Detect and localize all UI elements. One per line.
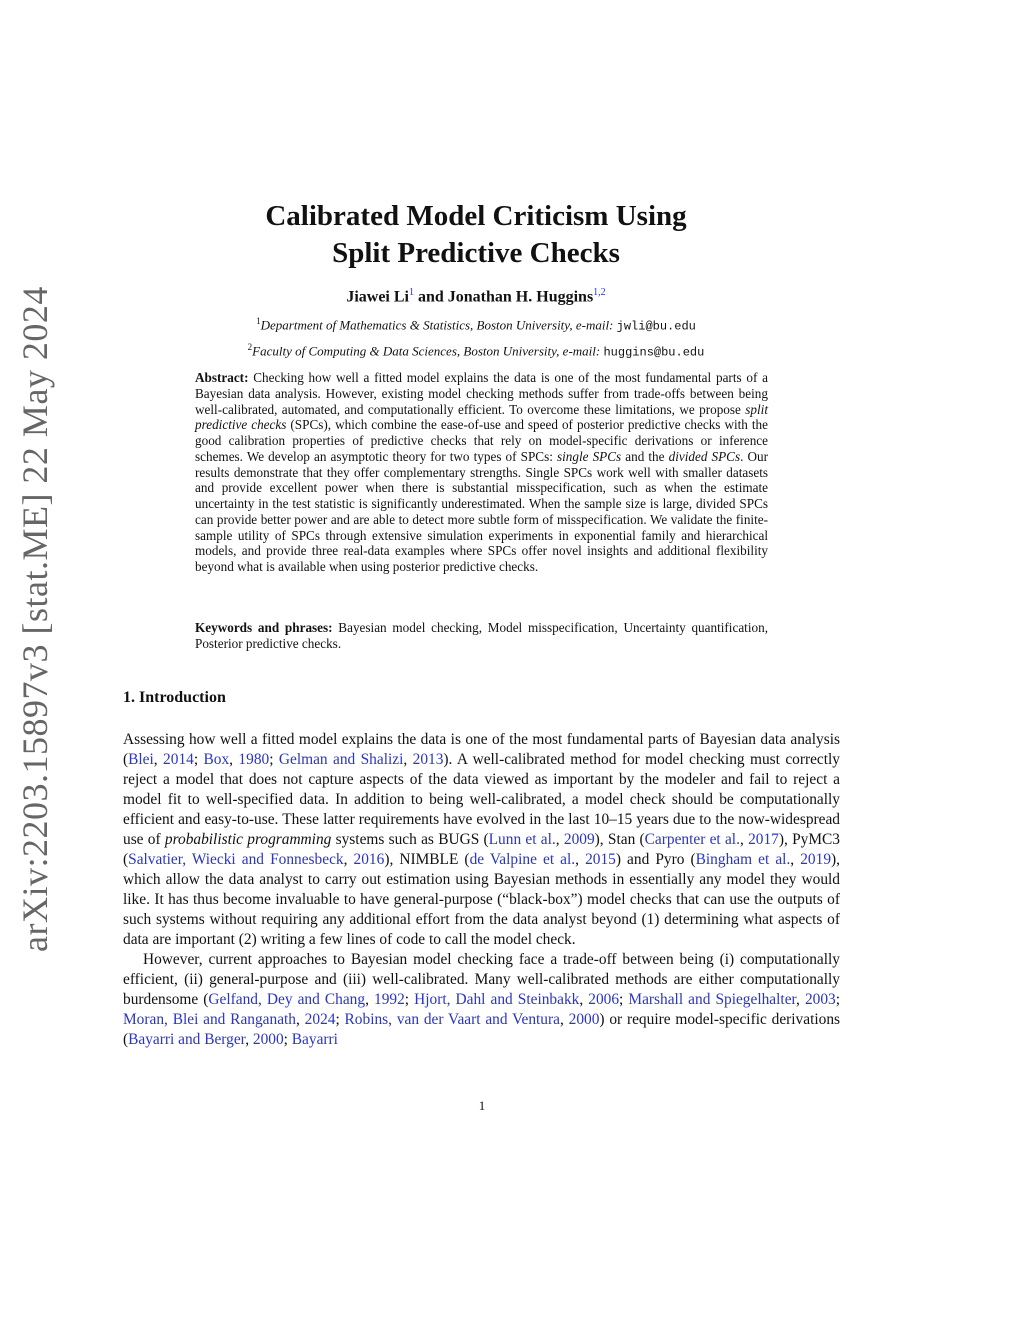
section-heading: 1. Introduction	[123, 689, 226, 706]
emphasis: probabilistic programming	[164, 831, 332, 848]
citation-link[interactable]: 2009	[563, 831, 595, 848]
text: Assessing how well a fitted model explains the data is one of the most fundamental parts of Bayesian data analysis (	[123, 731, 840, 768]
citation-link[interactable]: 2000	[252, 1031, 284, 1048]
text: ;	[335, 1011, 345, 1028]
text: systems such as BUGS (	[331, 831, 489, 848]
citation-link[interactable]: Gelfand, Dey and Chang	[208, 991, 366, 1008]
text: ,	[343, 851, 354, 868]
citation-link[interactable]: Hjort, Dahl and Steinbakk	[414, 991, 580, 1008]
text: ,	[245, 1031, 253, 1048]
text: ), which allow the data analyst to carry out estimation using Bayesian methods in essentially any model they would like. It has thus become invaluable to have general-purpose (“black-box”) model checks that can use the outputs of such systems without requiring any additional effort from the data analyst beyond (1) determining what aspects of data are important (2) writing a few lines of code to call the model check.	[123, 851, 840, 948]
citation-link[interactable]: Box	[203, 751, 230, 768]
text: ) or require model-specific derivations (	[123, 1011, 841, 1048]
text: ,	[365, 991, 374, 1008]
abstract-label: Abstract:	[195, 370, 249, 385]
text: ), PyMC3 (	[123, 831, 840, 868]
affiliation-text: Faculty of Computing & Data Sciences, Boston University, e-mail:	[252, 343, 604, 359]
citation-link[interactable]: Bayarri	[291, 1031, 338, 1048]
introduction-body	[123, 730, 840, 1050]
affiliation-number: 2	[247, 342, 253, 352]
text: However, current approaches to Bayesian model checking face a trade-off between being (i) computationally efficient, (ii) general-purpose and (iii) well-calibrated. Many well-calibrated methods are either computationally burdensome (	[123, 951, 840, 1008]
text: ,	[229, 751, 239, 768]
citation-link[interactable]: Bayarri and Berger	[128, 1031, 246, 1048]
text: ,	[575, 851, 586, 868]
text: ,	[796, 991, 805, 1008]
citation-link[interactable]: 2000	[568, 1011, 600, 1028]
citation-link[interactable]: Blei	[128, 751, 154, 768]
text: ;	[619, 991, 629, 1008]
citation-link[interactable]: 2024	[304, 1011, 336, 1028]
title-line-2: Split Predictive Checks	[332, 237, 620, 269]
citation-link[interactable]: 2013	[412, 751, 444, 768]
text: ,	[739, 831, 749, 848]
citation-link[interactable]: 2014	[163, 751, 194, 768]
title-line-1: Calibrated Model Criticism Using	[265, 200, 687, 232]
citation-link[interactable]: Salvatier, Wiecki and Fonnesbeck	[128, 851, 344, 868]
text: ;	[193, 751, 204, 768]
paragraph	[123, 950, 840, 1050]
keywords	[195, 620, 768, 652]
affiliation-number: 1	[256, 316, 261, 326]
text: ,	[579, 991, 589, 1008]
text: ,	[559, 1011, 569, 1028]
page-number: 1	[478, 1098, 486, 1113]
text: ,	[403, 751, 413, 768]
text: ) and Pyro (	[615, 851, 696, 868]
text: ;	[835, 991, 841, 1008]
citation-link[interactable]: Gelman and Shalizi	[278, 751, 404, 768]
citation-link[interactable]: 2006	[588, 991, 620, 1008]
citation-link[interactable]: 2003	[804, 991, 836, 1008]
text: ,	[790, 851, 801, 868]
citation-link[interactable]: 1980	[238, 751, 270, 768]
author-email: huggins@bu.edu	[603, 345, 705, 360]
text: ,	[555, 831, 564, 848]
author-name: Jiawei Li	[346, 288, 409, 306]
keywords-label: Keywords and phrases:	[195, 620, 333, 635]
text: ), NIMBLE (	[384, 851, 470, 868]
citation-link[interactable]: Bingham et al.	[695, 851, 791, 868]
affiliation-1	[200, 316, 752, 333]
paragraph	[123, 730, 840, 950]
citation-link[interactable]: 1992	[374, 991, 405, 1008]
author-email: jwli@bu.edu	[616, 319, 696, 334]
affiliation-ref-link[interactable]: 1	[408, 287, 414, 298]
author-list	[200, 287, 752, 306]
text: ;	[404, 991, 415, 1008]
citation-link[interactable]: 2016	[353, 851, 385, 868]
citation-link[interactable]: Marshall and Spiegelhalter	[628, 991, 797, 1008]
abstract-text: Checking how well a fitted model explains the data is one of the most fundamental parts of a Bayesian data analysis. However, existing model checking methods suffer from trade-offs between being well-calibrated, automated, and computationally efficient. To overcome these limitations, we propose	[195, 370, 768, 417]
abstract-text: (SPCs), which combine the ease-of-use and speed of posterior predictive checks with the good calibration properties of predictive checks that rely on model-specific derivations or inference schemes. We develop an asymptotic theory for two types of SPCs:	[195, 417, 769, 464]
affiliation-ref-link[interactable]: 1,2	[593, 287, 606, 298]
abstract-text: and the	[621, 448, 669, 464]
paper-title	[200, 198, 752, 272]
text: ;	[269, 751, 279, 768]
citation-link[interactable]: 2017	[748, 831, 779, 848]
affiliation-text: Department of Mathematics & Statistics, Boston University, e-mail:	[260, 317, 617, 333]
author-separator: and	[413, 288, 448, 306]
author-name: Jonathan H. Huggins	[447, 288, 594, 306]
text: ). A well-calibrated method for model checking must correctly reject a model that does not capture aspects of the data viewed as important by the modeler and fail to reject a model fit to well-specified data. In addition to being well-calibrated, a model check should be computationally efficient and easy-to-use. These latter requirements have evolved in the last 10–15 years due to the now-widespread use of	[123, 751, 841, 848]
abstract-emphasis: split predictive checks	[195, 401, 768, 433]
citation-link[interactable]: Robins, van der Vaart and Ventura	[344, 1011, 560, 1028]
abstract-emphasis: single SPCs	[556, 448, 622, 464]
text: ;	[283, 1031, 292, 1048]
citation-link[interactable]: Lunn et al.	[488, 831, 556, 848]
text: ,	[153, 751, 164, 768]
arxiv-identifier: arXiv:2203.15897v3 [stat.ME] 22 May 2024	[15, 286, 55, 952]
affiliation-2	[200, 342, 752, 359]
abstract-emphasis: divided SPCs	[668, 448, 741, 464]
abstract-text: . Our results demonstrate that they offer complementary strengths. Single SPCs work well with smaller datasets and provide excellent power when there is substantial misspecification, such as when the estimate uncertainty in the test statistic is significantly underestimated. When the sample size is large, divided SPCs can provide better power and are able to detect more subtle form of misspecification. We validate the finite-sample utility of SPCs through extensive simulation experiments in exponential family and hierarchical models, and provide three real-data examples where SPCs offer novel insights and additional flexibility beyond what is available when using posterior predictive checks.	[195, 448, 768, 574]
text: ,	[296, 1011, 305, 1028]
text: ), Stan (	[594, 831, 645, 848]
keywords-text: Bayesian model checking, Model misspecification, Uncertainty quantification, Posterior predictive checks.	[195, 620, 768, 651]
citation-link[interactable]: Moran, Blei and Ranganath	[123, 1011, 296, 1028]
citation-link[interactable]: Carpenter et al.	[644, 831, 740, 848]
citation-link[interactable]: de Valpine et al.	[469, 851, 576, 868]
citation-link[interactable]: 2015	[585, 851, 616, 868]
citation-link[interactable]: 2019	[800, 851, 832, 868]
abstract	[195, 370, 768, 575]
